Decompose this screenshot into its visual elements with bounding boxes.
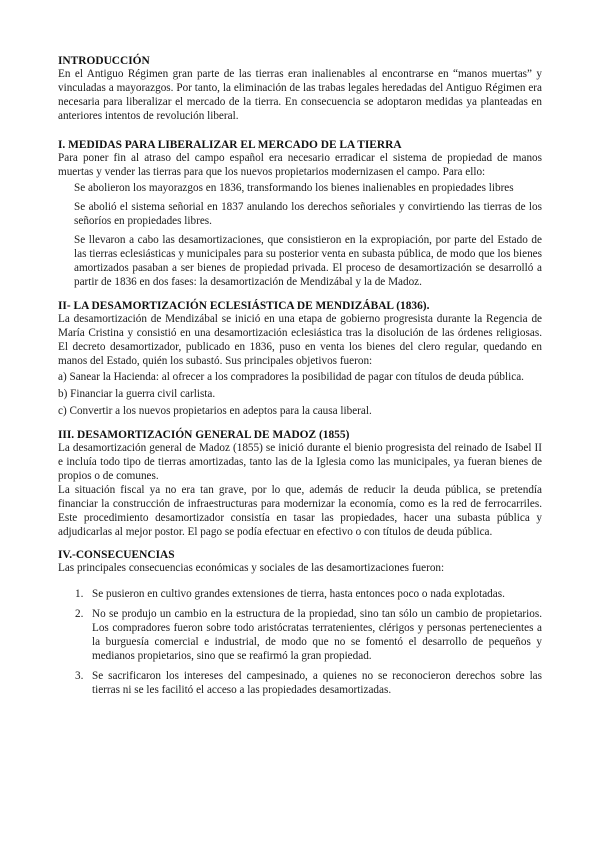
section-mendizabal-paragraph: La desamortización de Mendizábal se inició en una etapa de gobierno progresista durante la Regencia de María Cristina y consistió en una desamortización eclesiástica tras la disolución de las órdenes religiosas. El decreto desamortizador, publicado en 1836, puso en venta los bienes del clero regular, quedando en manos del Estado, quién los subastó. Sus principales objetivos fueron:: [58, 312, 542, 367]
measures-list: [74, 182, 542, 289]
intro-heading: INTRODUCCIÓN: [58, 55, 150, 67]
section-mendizabal: [58, 299, 542, 419]
section-measures-paragraph: Para poner fin al atraso del campo español era necesario erradicar el sistema de propiedad de manos muertas y vender las tierras para que los nuevos propietarios modernizasen el campo. Para ello:: [58, 151, 542, 178]
section-madoz-paragraph-1: La desamortización general de Madoz (1855) se inició durante el bienio progresista del reinado de Isabel II e incluía todo tipo de tierras amortizadas, tanto las de la Iglesia como las municipales, ya fueran bienes de propios o de comunes.: [58, 442, 542, 482]
consequence-text: No se produjo un cambio en la estructura de la propiedad, sino tan sólo un cambio de propietarios. Los compradores fueron sobre todo aristócratas terratenientes, clérigos y personas pertenecientes a la burguesía comercial e industrial, de modo que no se fomentó el desarrollo de pequeños y medianos propietarios, sino que se reafirmó la gran propiedad.: [92, 608, 542, 662]
measures-item-desamortizaciones: Se llevaron a cabo las desamortizaciones, que consistieron en la expropiación, por parte del Estado de las tierras eclesiásticas y municipales para su posterior venta en subasta pública, de modo que los bienes amortizados pasaban a ser bienes de propiedad privada. El proceso de desamortización se desarrolló a partir de 1836 en dos fases: la desamortización de Mendizábal y la de Madoz.: [74, 234, 542, 288]
consequence-item: [58, 670, 542, 698]
consequence-item: [58, 608, 542, 664]
section-measures: [58, 138, 542, 290]
section-measures-heading: I. MEDIDAS PARA LIBERALIZAR EL MERCADO DE LA TIERRA: [58, 138, 402, 151]
section-madoz-paragraph-2: La situación fiscal ya no era tan grave, por lo que, además de reducir la deuda pública, se pretendía financiar la construcción de infraestructuras para modernizar la economía, como es la red de ferrocarriles. Este procedimiento desamortizador consistía en tasar las propiedades, hacer una subasta pública y adjudicarlas al mejor postor. El pago se podía efectuar en efectivo o con títulos de deuda pública.: [58, 483, 542, 538]
consequence-item: [58, 588, 542, 602]
intro-section: [58, 54, 542, 124]
section-madoz-heading: III. DESAMORTIZACIÓN GENERAL DE MADOZ (1855): [58, 429, 350, 442]
section-consequences-heading: IV.-CONSECUENCIAS: [58, 549, 175, 562]
objective-item-b: b) Financiar la guerra civil carlista.: [58, 388, 216, 401]
section-consequences-paragraph: Las principales consecuencias económicas y sociales de las desamortizaciones fueron:: [58, 562, 445, 575]
objective-item-c: c) Convertir a los nuevos propietarios en adeptos para la causa liberal.: [58, 405, 372, 418]
consequence-text: Se pusieron en cultivo grandes extensiones de tierra, hasta entonces poco o nada explotadas.: [92, 588, 505, 601]
objectives-list: [58, 371, 542, 419]
section-consequences: [58, 548, 542, 697]
list-number: 3.: [75, 669, 84, 682]
intro-paragraph: En el Antiguo Régimen gran parte de las tierras eran inalienables al encontrarse en “manos muertas” y vinculadas a mayorazgos. Por tanto, la eliminación de las trabas legales heredadas del Antiguo Régimen era necesaria para liberalizar el mercado de la tierra. En consecuencia se adoptaron medidas ya planteadas en anteriores intentos de revolución liberal.: [58, 68, 542, 122]
list-number: 1.: [75, 588, 84, 601]
objective-item-a: a) Sanear la Hacienda: al ofrecer a los compradores la posibilidad de pagar con títulos de deuda pública.: [58, 371, 524, 384]
measures-item-senorial: Se abolió el sistema señorial en 1837 anulando los derechos señoriales y convirtiendo las tierras de los señoríos en propiedades libres.: [74, 201, 542, 228]
section-madoz: [58, 428, 542, 539]
consequence-text: Se sacrificaron los intereses del campesinado, a quienes no se reconocieron derechos sobre las tierras ni se les facilitó el acceso a las propiedades desamortizadas.: [92, 669, 542, 696]
consequences-list: [58, 588, 542, 697]
section-mendizabal-heading: II- LA DESAMORTIZACIÓN ECLESIÁSTICA DE MENDIZÁBAL (1836).: [58, 299, 430, 312]
list-number: 2.: [75, 608, 84, 621]
measures-item-mayorazgos: Se abolieron los mayorazgos en 1836, transformando los bienes inalienables en propiedades libres: [74, 182, 514, 195]
